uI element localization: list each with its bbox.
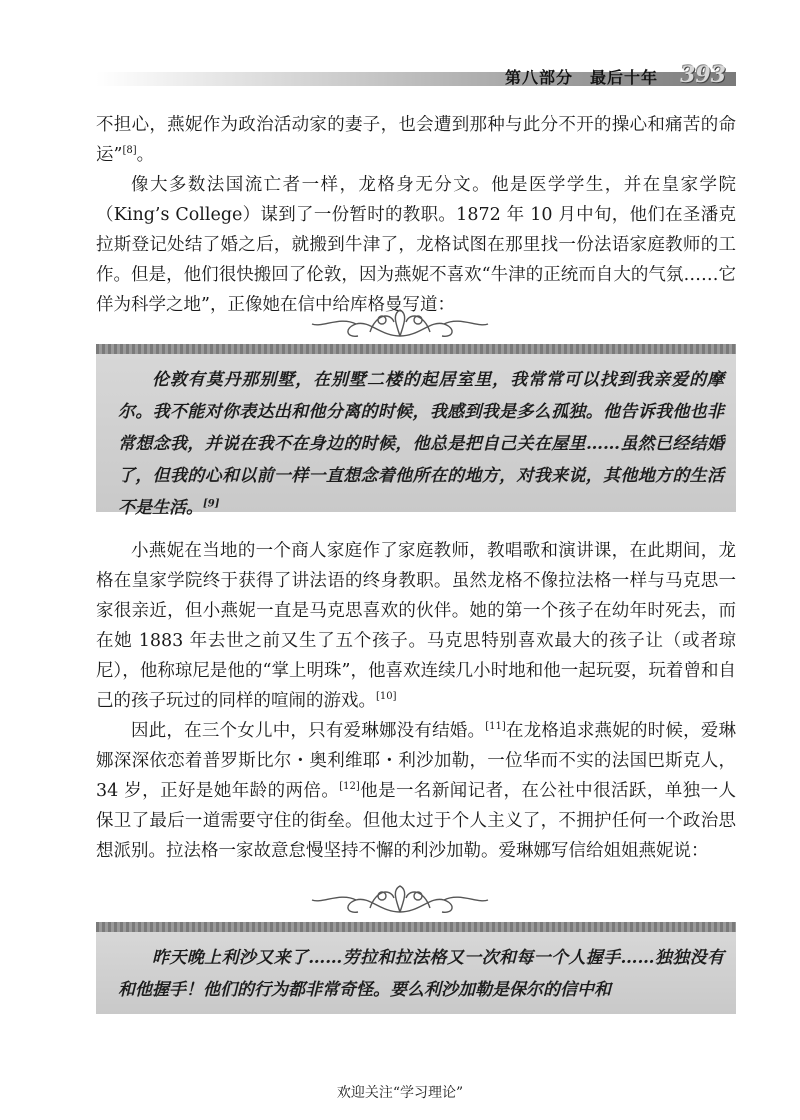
section-title: 第八部分 最后十年: [504, 68, 658, 87]
paragraph-4-text-a: 因此，在三个女儿中，只有爱琳娜没有结婚。: [131, 721, 486, 741]
paragraph-1-text: 不担心，燕妮作为政治活动家的妻子，也会遭到那种与此分不开的操心和痛苦的命运”: [96, 115, 736, 165]
paragraph-4-text-c: 他是一名新闻记者，在公社中很活跃，单独一人保卫了最后一道需要守住的街垒。但他太过于个人主义了，不拥护任何一个政治思想派别。拉法格一家故意怠慢坚持不懈的利沙加勒。爱琳娜写信给姐姐燕妮说：: [96, 781, 736, 861]
quote-box-2: [96, 922, 736, 1014]
paragraph-3: [96, 536, 736, 716]
footnote-ref-12: [12]: [339, 781, 360, 793]
body-text-top: [96, 110, 736, 320]
paragraph-1-tail: 。: [136, 145, 155, 165]
quote-2-text: 昨天晚上利沙又来了……劳拉和拉法格又一次和每一个人握手……独独没有和他握手！他们的行为都非常奇怪。要么利沙加勒是保尔的信中和: [118, 948, 724, 1000]
paragraph-4: [96, 716, 736, 866]
quote-1: [118, 364, 724, 524]
footnote-ref-10: [10]: [376, 691, 397, 703]
quote-2: [118, 942, 724, 1006]
paragraph-4-text-b: 在龙格追求燕妮的时候，爱琳娜深深依恋着普罗斯比尔・奥利维耶・利沙加勒，一位华而不实的法国巴斯克人，34 岁，正好是她年龄的两倍。: [96, 721, 737, 801]
quote-1-text: 伦敦有莫丹那别墅，在别墅二楼的起居室里，我常常可以找到我亲爱的摩尔。我不能对你表达出和他分离的时候，我感到我是多么孤独。他告诉我他也非常想念我，并说在我不在身边的时候，他总是把自己关在屋里……虽然已经结婚了，但我的心和以前一样一直想念着他所在的地方，对我来说，其他地方的生活不是生活。: [118, 370, 724, 518]
quote-box-1: [96, 344, 736, 518]
footnote-ref-8: [8]: [122, 145, 137, 157]
flourish-ornament-icon: [300, 882, 500, 918]
footnote-ref-11: [11]: [485, 721, 506, 733]
paragraph-1: [96, 110, 736, 170]
paragraph-2: 像大多数法国流亡者一样，龙格身无分文。他是医学学生，并在皇家学院（King’s College）谋到了一份暂时的教职。1872 年 10 月中旬，他们在圣潘克拉斯登记处结了婚之后，就搬到牛津了，龙格试图在那里找一份法语家庭教师的工作。但是，他们很快搬回了伦敦，因为燕妮不喜欢“牛津的正统而自大的气氛……它佯为科学之地”，正像她在信中给库格曼写道：: [96, 175, 736, 315]
paragraph-3-text: 小燕妮在当地的一个商人家庭作了家庭教师，教唱歌和演讲课，在此期间，龙格在皇家学院终于获得了讲法语的终身教职。虽然龙格不像拉法格一样与马克思一家很亲近，但小燕妮一直是马克思喜欢的伙伴。她的第一个孩子在幼年时死去，而在她 1883 年去世之前又生了五个孩子。马克思特别喜欢最大的孩子让（或者琼尼），他称琼尼是他的“掌上明珠”，他喜欢连续几小时地和他一起玩耍，玩着曾和自己的孩子玩过的同样的喧闹的游戏。: [96, 541, 736, 711]
running-header: [96, 62, 736, 92]
flourish-ornament-icon: [300, 306, 500, 342]
footnote-ref-9: [9]: [203, 498, 220, 510]
body-text-middle: [96, 536, 736, 866]
footer-note: 欢迎关注“学习理论”: [336, 1085, 464, 1101]
page-number: 393: [680, 62, 726, 88]
